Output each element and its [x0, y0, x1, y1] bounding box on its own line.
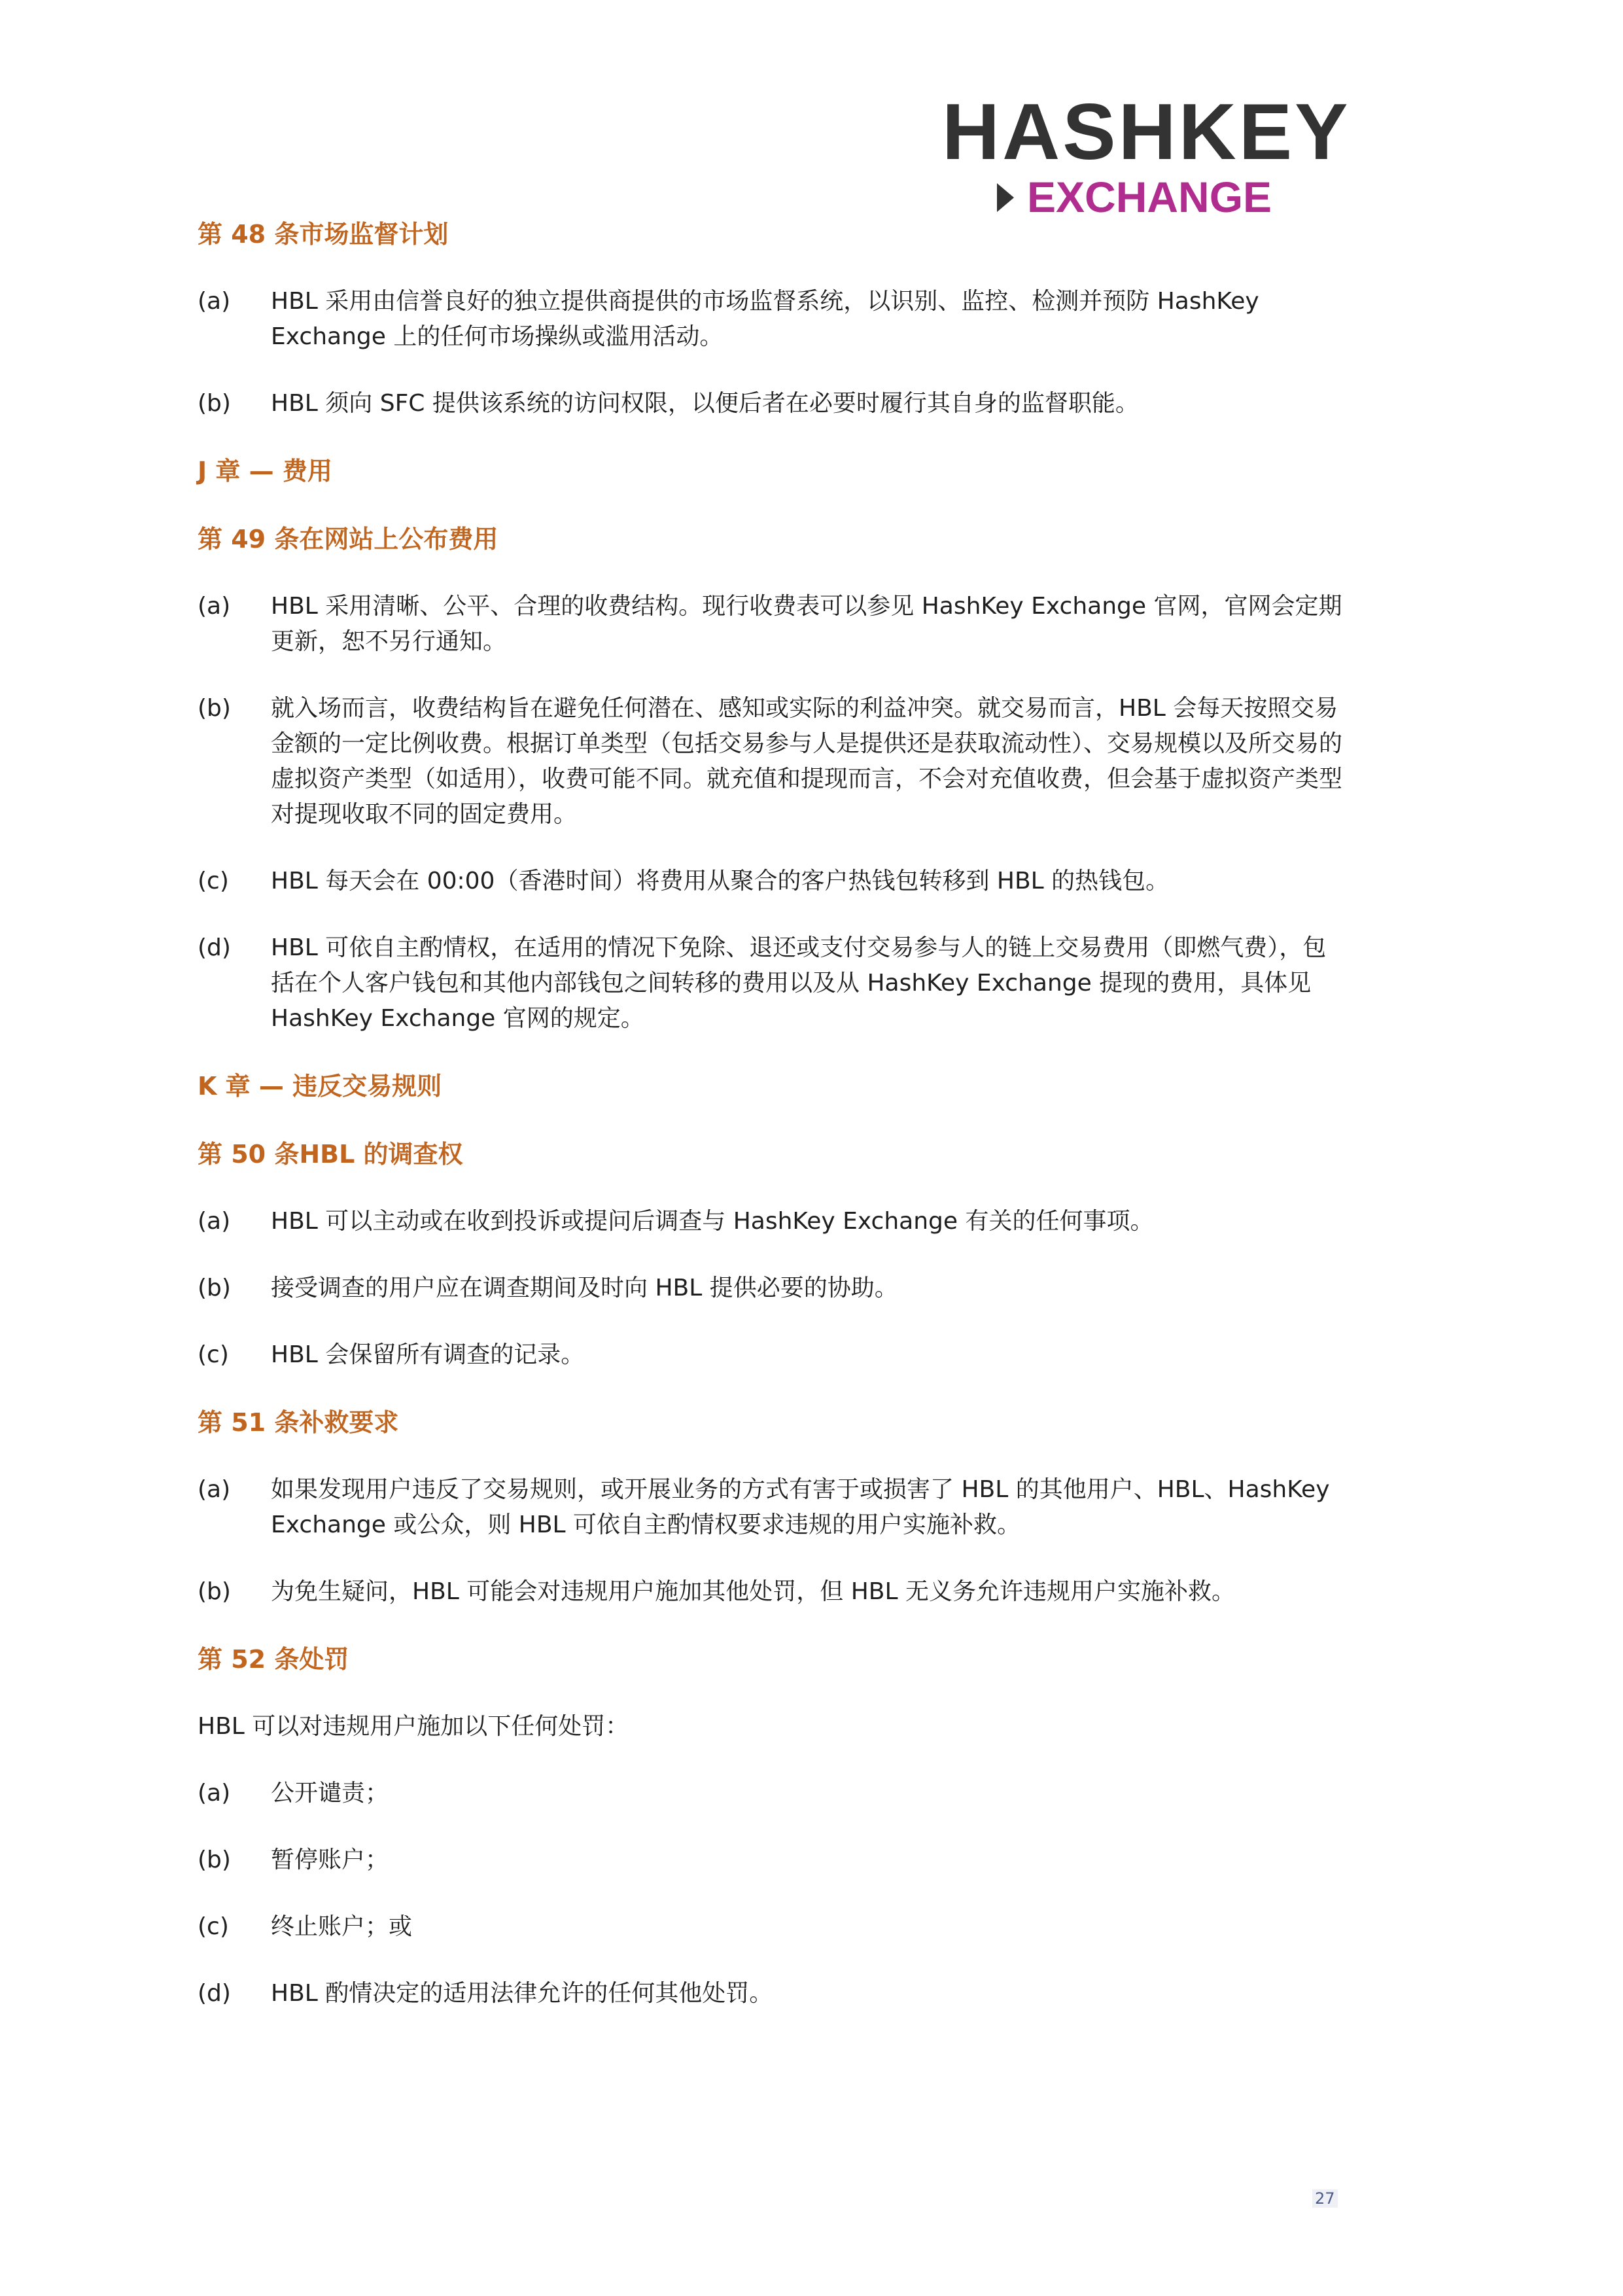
item-label: (a) — [198, 1476, 231, 1503]
item-text: HBL 可以主动或在收到投诉或提问后调查与 HashKey Exchange 有关的任何事项。 — [271, 1208, 1154, 1235]
list-item — [198, 1271, 1349, 1306]
section-52-intro: HBL 可以对违规用户施加以下任何处罚： — [198, 1713, 629, 1740]
item-text: HBL 每天会在 00:00（香港时间）将费用从聚合的客户热钱包转移到 HBL 的热钱包。 — [271, 868, 1170, 894]
item-label: (b) — [198, 1578, 231, 1605]
item-text: 接受调查的用户应在调查期间及时向 HBL 提供必要的协助。 — [271, 1275, 898, 1301]
list-item — [198, 589, 1349, 660]
item-label: (a) — [198, 288, 231, 315]
list-item — [198, 1776, 1349, 1811]
item-label: (a) — [198, 1780, 231, 1807]
chapter-k-heading: K 章 — 违反交易规则 — [198, 1072, 442, 1101]
page-number: 27 — [1312, 2189, 1338, 2208]
item-text: HBL 会保留所有调查的记录。 — [271, 1341, 585, 1368]
logo-wordmark-exchange: EXCHANGE — [1027, 173, 1272, 221]
chapter-j-heading: J 章 — 费用 — [198, 457, 332, 486]
list-item — [198, 1204, 1349, 1239]
item-text: HBL 须向 SFC 提供该系统的访问权限，以便后者在必要时履行其自身的监督职能。 — [271, 390, 1139, 417]
document-body — [198, 216, 1349, 2043]
item-label: (b) — [198, 1846, 231, 1873]
list-item — [198, 1976, 1349, 2011]
item-text: 终止账户；或 — [271, 1913, 413, 1940]
logo-wordmark-hashkey: HASHKEY — [942, 87, 1351, 176]
item-label: (b) — [198, 390, 231, 417]
item-label: (b) — [198, 1275, 231, 1301]
list-item — [198, 1337, 1349, 1373]
logo-arrow-icon — [997, 183, 1014, 212]
item-label: (b) — [198, 695, 231, 722]
list-item — [198, 930, 1349, 1036]
section-49-heading: 第 49 条在网站上公布费用 — [198, 525, 498, 554]
item-label: (a) — [198, 1208, 231, 1235]
list-item — [198, 1843, 1349, 1878]
item-label: (c) — [198, 1341, 229, 1368]
item-text: HBL 采用清晰、公平、合理的收费结构。现行收费表可以参见 HashKey Exchange 官网，官网会定期更新，恕不另行通知。 — [271, 593, 1342, 655]
item-label: (c) — [198, 1913, 229, 1940]
list-item — [198, 1472, 1349, 1543]
list-item — [198, 1574, 1349, 1610]
item-text: 如果发现用户违反了交易规则，或开展业务的方式有害于或损害了 HBL 的其他用户、HBL、HashKey Exchange 或公众，则 HBL 可依自主酌情权要求违规的用户实施补救。 — [271, 1476, 1330, 1538]
section-50-heading: 第 50 条HBL 的调查权 — [198, 1140, 463, 1169]
item-text: 为免生疑问，HBL 可能会对违规用户施加其他处罚，但 HBL 无义务允许违规用户实施补救。 — [271, 1578, 1235, 1605]
item-text: HBL 酌情决定的适用法律允许的任何其他处罚。 — [271, 1980, 773, 2007]
item-label: (d) — [198, 1980, 231, 2007]
item-text: 就入场而言，收费结构旨在避免任何潜在、感知或实际的利益冲突。就交易而言，HBL 会每天按照交易金额的一定比例收费。根据订单类型（包括交易参与人是提供还是获取流动性）、交易规模以及所交易的虚拟资产类型（如适用），收费可能不同。就充值和提现而言，不会对充值收费，但会基于虚拟资产类型对提现收取不同的固定费用。 — [271, 695, 1343, 828]
list-item — [198, 1909, 1349, 1945]
list-item — [198, 864, 1349, 899]
item-label: (a) — [198, 593, 231, 620]
item-text: 公开谴责； — [271, 1780, 389, 1807]
item-text: HBL 采用由信誉良好的独立提供商提供的市场监督系统，以识别、监控、检测并预防 HashKey Exchange 上的任何市场操纵或滥用活动。 — [271, 288, 1259, 350]
item-text: 暂停账户； — [271, 1846, 389, 1873]
section-52-heading: 第 52 条处罚 — [198, 1645, 349, 1674]
section-51-heading: 第 51 条补救要求 — [198, 1408, 399, 1437]
hashkey-exchange-logo — [942, 87, 1361, 222]
list-item — [198, 284, 1349, 355]
section-48-heading: 第 48 条市场监督计划 — [198, 220, 449, 249]
item-label: (c) — [198, 868, 229, 894]
list-item — [198, 691, 1349, 832]
item-label: (d) — [198, 934, 231, 961]
item-text: HBL 可依自主酌情权，在适用的情况下免除、退还或支付交易参与人的链上交易费用（即燃气费），包括在个人客户钱包和其他内部钱包之间转移的费用以及从 HashKey Exchange 提现的费用，具体见 HashKey Exchange 官网的规定。 — [271, 934, 1327, 1032]
list-item — [198, 386, 1349, 421]
